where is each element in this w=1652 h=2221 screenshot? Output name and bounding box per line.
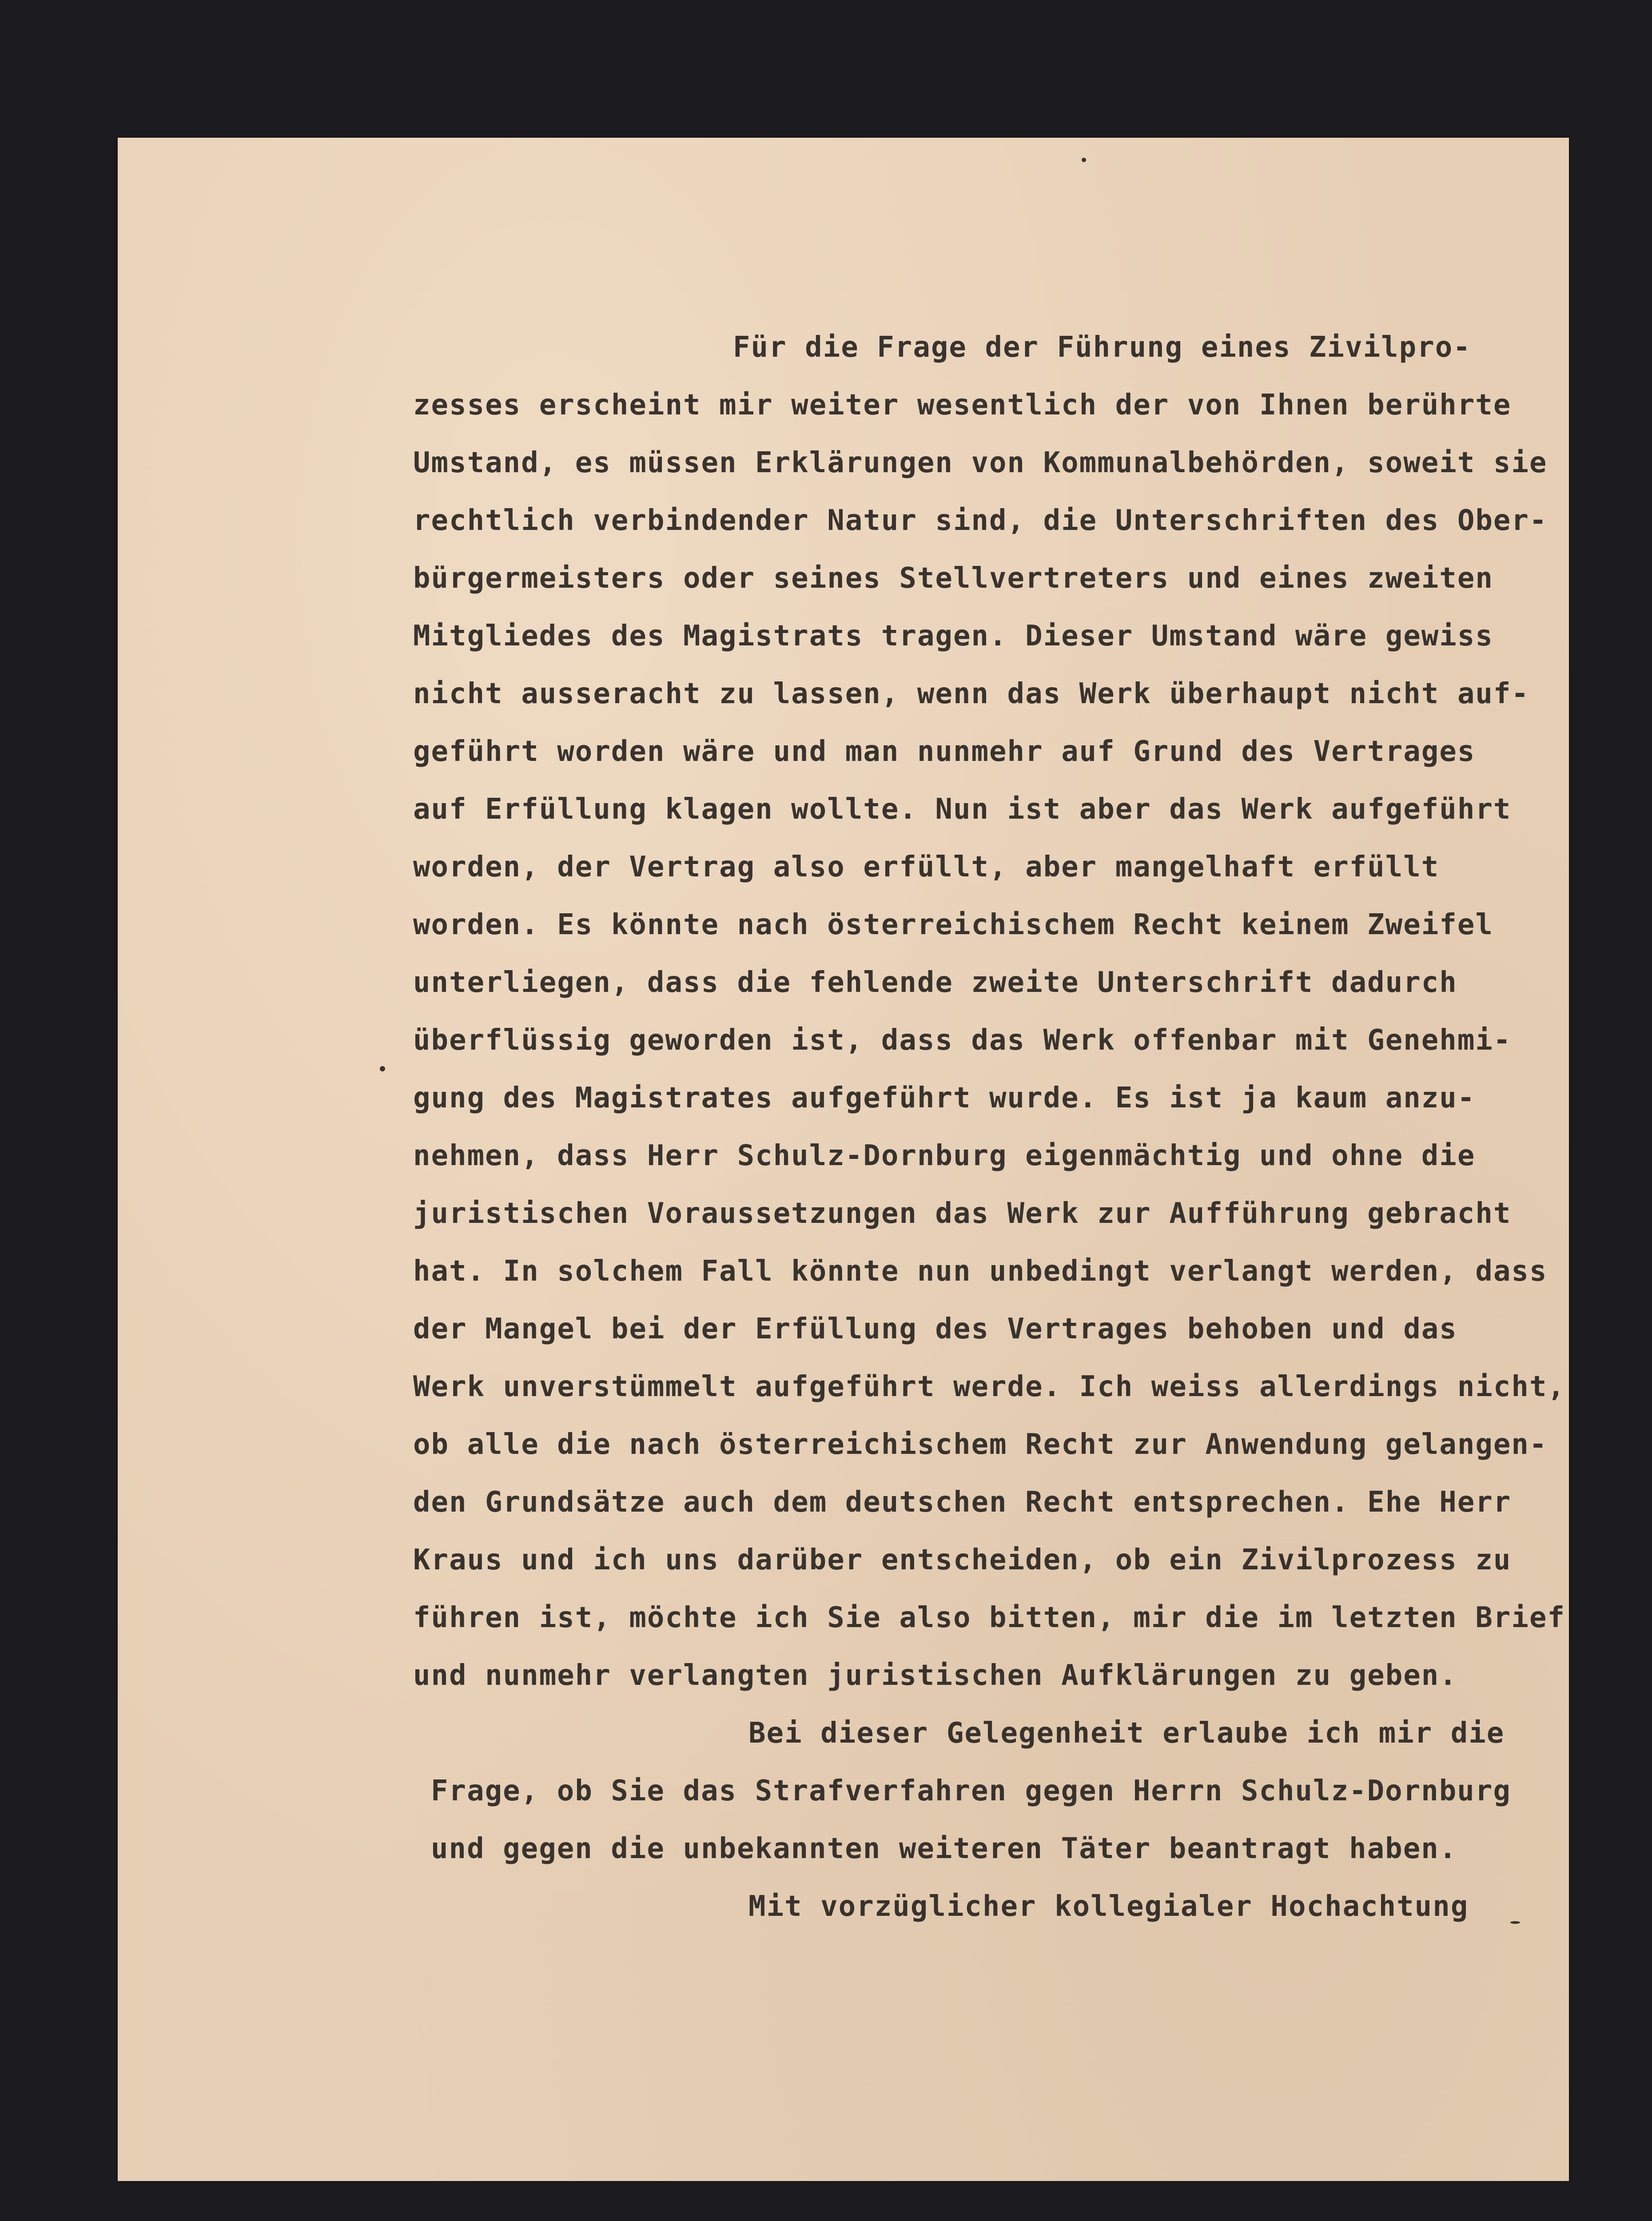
letter-line: den Grundsätze auch dem deutschen Recht entsprechen. Ehe Herr	[413, 1486, 1512, 1519]
letter-line: ob alle die nach österreichischem Recht zur Anwendung gelangen-	[413, 1428, 1548, 1461]
letter-line: der Mangel bei der Erfüllung des Vertrages behoben und das	[413, 1313, 1457, 1345]
letter-line: Für die Frage der Führung eines Zivilpro-	[733, 331, 1471, 364]
letter-line: Umstand, es müssen Erklärungen von Kommunalbehörden, soweit sie	[413, 446, 1548, 479]
letter-line: rechtlich verbindender Natur sind, die Unterschriften des Ober-	[413, 504, 1548, 537]
letter-line: führen ist, möchte ich Sie also bitten, mir die im letzten Brief	[413, 1601, 1565, 1634]
paper-speck	[380, 1066, 385, 1071]
letter-line: bürgermeisters oder seines Stellvertreters und eines zweiten	[413, 562, 1493, 595]
letter-line: zesses erscheint mir weiter wesentlich der von Ihnen berührte	[413, 389, 1512, 422]
letter-line: gung des Magistrates aufgeführt wurde. Es ist ja kaum anzu-	[413, 1082, 1476, 1114]
letter-line: auf Erfüllung klagen wollte. Nun ist aber das Werk aufgeführt	[413, 793, 1512, 826]
letter-line: juristischen Voraussetzungen das Werk zur Aufführung gebracht	[413, 1197, 1512, 1230]
letter-line: Frage, ob Sie das Strafverfahren gegen Herrn Schulz-Dornburg	[431, 1775, 1511, 1807]
letter-line: geführt worden wäre und man nunmehr auf Grund des Vertrages	[413, 735, 1476, 768]
closing-line: Mit vorzüglicher kollegialer Hochachtung	[748, 1890, 1469, 1923]
letter-sheet	[118, 138, 1569, 2181]
letter-line: unterliegen, dass die fehlende zweite Unterschrift dadurch	[413, 966, 1457, 999]
letter-line: Bei dieser Gelegenheit erlaube ich mir die	[748, 1717, 1505, 1750]
letter-line: nicht ausseracht zu lassen, wenn das Werk überhaupt nicht auf-	[413, 677, 1529, 710]
paper-speck	[1082, 158, 1086, 162]
letter-line: Mitgliedes des Magistrats tragen. Dieser Umstand wäre gewiss	[413, 620, 1493, 653]
letter-line: Werk unverstümmelt aufgeführt werde. Ich weiss allerdings nicht,	[413, 1370, 1565, 1403]
letter-line: worden, der Vertrag also erfüllt, aber mangelhaft erfüllt	[413, 851, 1440, 884]
letter-line: hat. In solchem Fall könnte nun unbedingt verlangt werden, dass	[413, 1255, 1548, 1288]
letter-line: worden. Es könnte nach österreichischem Recht keinem Zweifel	[413, 908, 1493, 941]
letter-line: und gegen die unbekannten weiteren Täter beantragt haben.	[431, 1832, 1457, 1865]
letter-line: nehmen, dass Herr Schulz-Dornburg eigenmächtig und ohne die	[413, 1139, 1476, 1172]
paper-speck	[1510, 1921, 1520, 1924]
letter-line: und nunmehr verlangten juristischen Aufklärungen zu geben.	[413, 1659, 1457, 1692]
letter-line: Kraus und ich uns darüber entscheiden, ob ein Zivilprozess zu	[413, 1544, 1512, 1576]
letter-line: überflüssig geworden ist, dass das Werk offenbar mit Genehmi-	[413, 1024, 1512, 1057]
